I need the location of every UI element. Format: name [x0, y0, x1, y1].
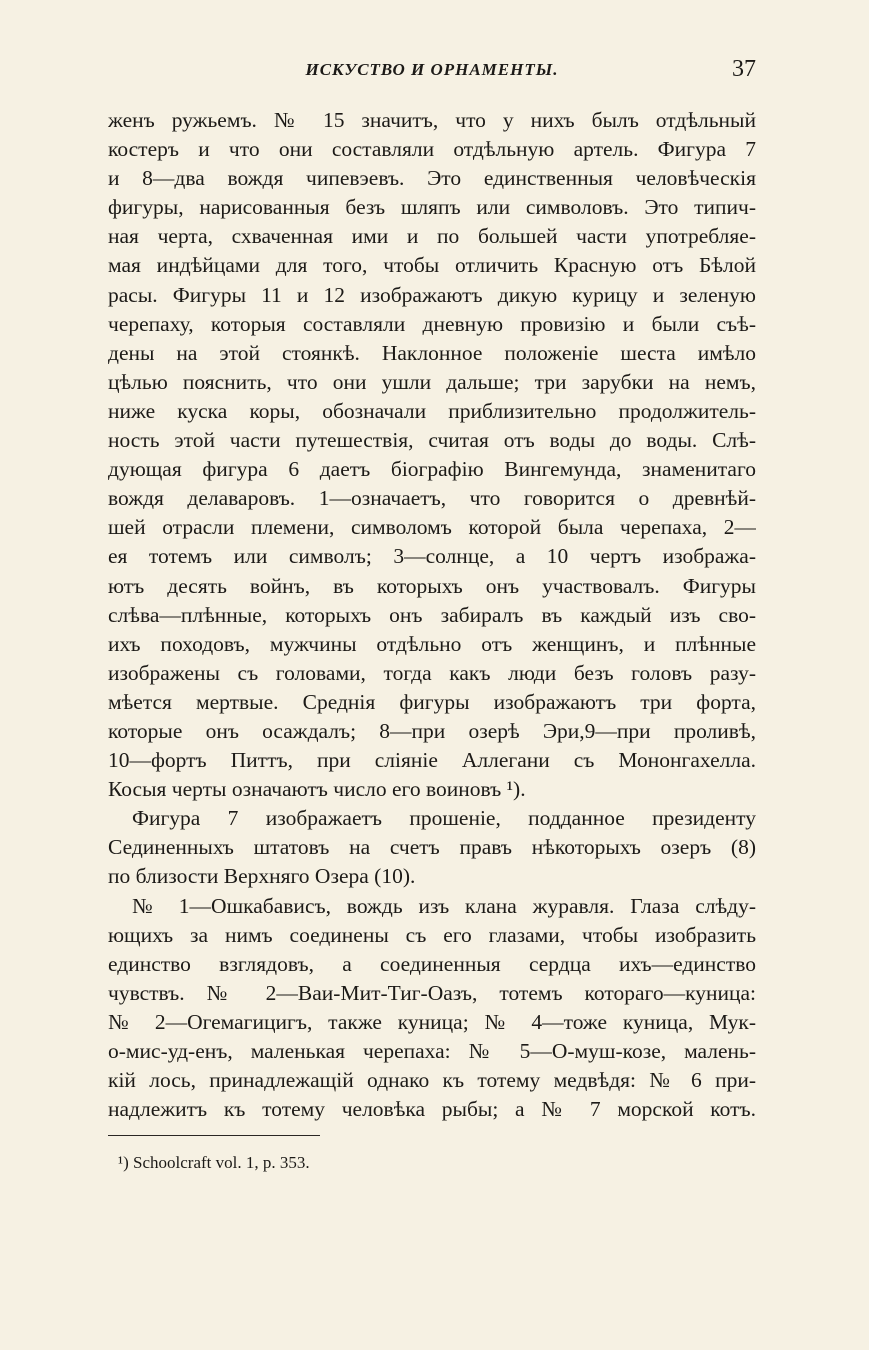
text-line: ность этой части путешествія, считая отъ воды до воды. Слѣ- — [108, 428, 756, 453]
text-line: 10—фортъ Питтъ, при сліяніе Аллегани съ Мононгахелла. — [108, 748, 756, 773]
text-line: черепаху, которыя составляли дневную провизію и были съѣ- — [108, 311, 756, 336]
text-line: ихъ походовъ, мужчины отдѣльно отъ женщинъ, и плѣнные — [108, 631, 756, 656]
text-line: и 8—два вождя чипевэевъ. Это единственныя человѣческія — [108, 166, 756, 191]
running-title: ИСКУСТВО И ОРНАМЕНТЫ. — [305, 60, 559, 79]
text-line: женъ ружьемъ. № 15 значитъ, что у нихъ былъ отдѣльный — [108, 108, 756, 132]
footnote: ¹) Schoolcraft vol. 1, p. 353. — [118, 1153, 310, 1172]
text-line: цѣлью пояснить, что они ушли дальше; три зарубки на немъ, — [108, 369, 756, 394]
text-line: Фигура 7 изображаетъ прошеніе, подданное президенту — [132, 806, 756, 831]
page-number: 37 — [732, 56, 756, 82]
text-line: дующая фигура 6 даетъ біографію Вингемунда, знаменитаго — [108, 457, 756, 482]
text-line: № 2—Огемагицигъ, также куница; № 4—тоже куница, Мук- — [108, 1009, 756, 1034]
text-line: кій лось, принадлежащій однако къ тотему медвѣдя: № 6 при- — [108, 1068, 756, 1093]
text-line: о-мис-уд-енъ, маленькая черепаха: № 5—О-муш-козе, малень- — [108, 1039, 756, 1063]
text-line: изображены съ головами, тогда какъ люди безъ головъ разу- — [108, 660, 756, 685]
footnote-divider — [108, 1135, 320, 1136]
text-line: слѣва—плѣнные, которыхъ онъ забиралъ въ каждый изъ сво- — [108, 602, 756, 627]
text-line: шей отрасли племени, символомъ которой была черепаха, 2— — [108, 515, 756, 540]
body-text — [108, 106, 756, 1124]
text-line: Косыя черты означаютъ число его воиновъ ¹). — [108, 777, 526, 802]
text-line: ная черта, схваченная ими и по большей части употребляе- — [108, 224, 756, 249]
text-line: которые онъ осаждалъ; 8—при озерѣ Эри,9—при проливѣ, — [108, 718, 756, 743]
text-line: фигуры, нарисованныя безъ шляпъ или символовъ. Это типич- — [108, 195, 756, 220]
page-header — [108, 56, 756, 90]
text-line: ея тотемъ или символъ; 3—солнце, а 10 чертъ изобража- — [108, 544, 756, 569]
text-line: № 1—Ошкабависъ, вождь изъ клана журавля. Глаза слѣду- — [132, 893, 756, 918]
text-line: расы. Фигуры 11 и 12 изображаютъ дикую курицу и зеленую — [108, 282, 756, 307]
text-line: ющихъ за нимъ соединены съ его глазами, чтобы изобразить — [108, 922, 756, 947]
text-line: Сединенныхъ штатовъ на счетъ правъ нѣкоторыхъ озеръ (8) — [108, 835, 756, 860]
text-line: костеръ и что они составляли отдѣльную артель. Фигура 7 — [108, 137, 756, 162]
text-line: надлежитъ къ тотему человѣка рыбы; а № 7 морской котъ. — [108, 1097, 756, 1122]
text-line: ютъ десять войнъ, въ которыхъ онъ участвовалъ. Фигуры — [108, 573, 756, 598]
text-line: по близости Верхняго Озера (10). — [108, 864, 416, 889]
text-line: ниже куска коры, обозначали приблизительно продолжитель- — [108, 398, 756, 423]
text-line: чувствъ. № 2—Ваи-Мит-Тиг-Оазъ, тотемъ котораго—куница: — [108, 980, 756, 1005]
text-line: дены на этой стоянкѣ. Наклонное положеніе шеста имѣло — [108, 340, 756, 365]
text-line: мая индѣйцами для того, чтобы отличить Красную отъ Бѣлой — [108, 253, 756, 278]
text-line: вождя делаваровъ. 1—означаетъ, что говорится о древнѣй- — [108, 486, 756, 511]
text-line: единство взглядовъ, а соединенныя сердца ихъ—единство — [108, 951, 756, 976]
text-line: мѣется мертвые. Среднія фигуры изображаютъ три форта, — [108, 689, 756, 714]
